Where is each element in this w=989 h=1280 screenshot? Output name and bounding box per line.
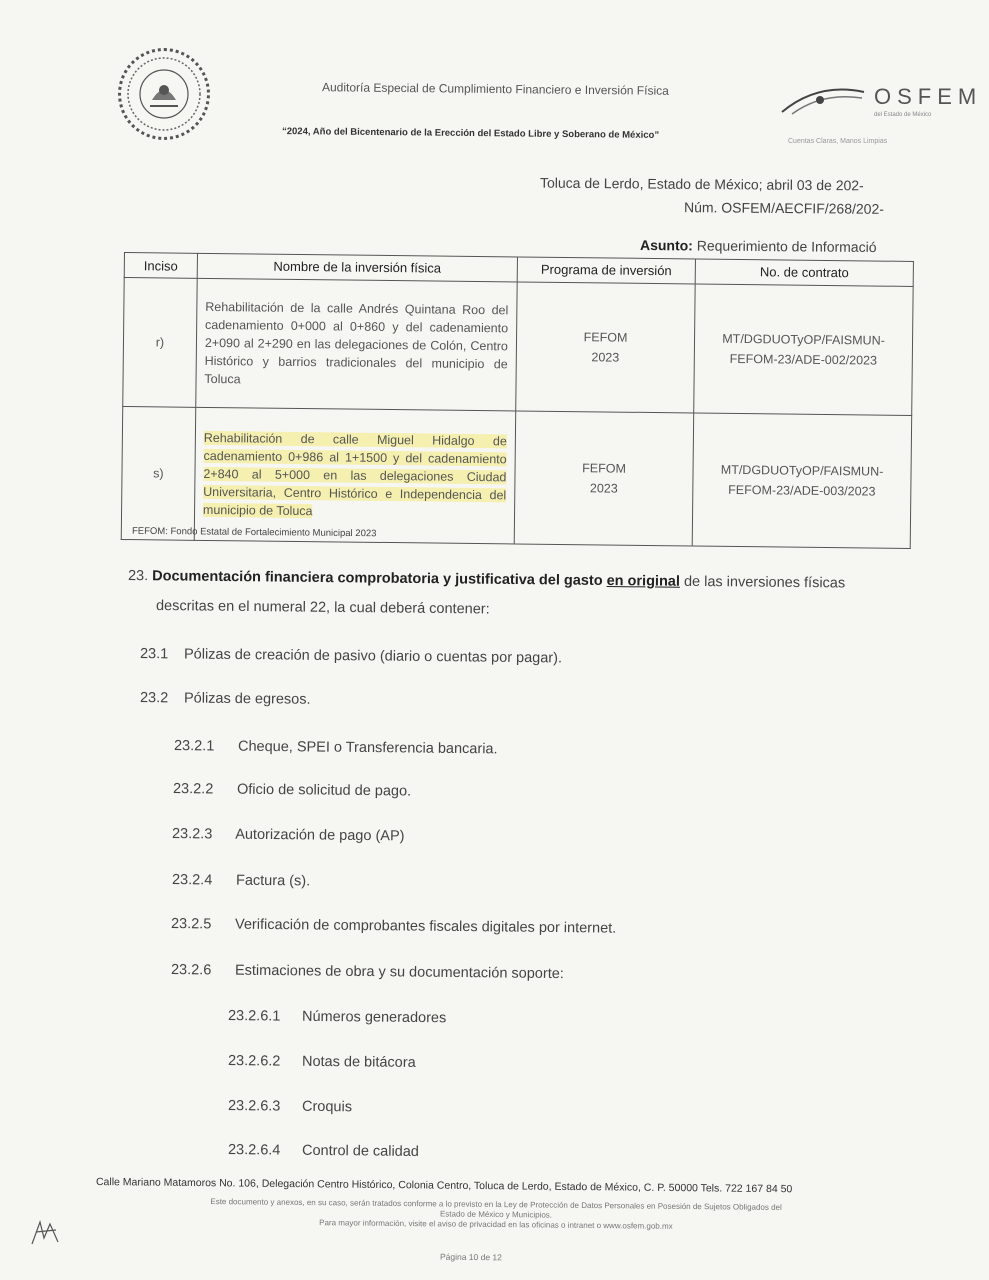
item-text: Pólizas de creación de pasivo (diario o cuentas por pagar). [183, 646, 563, 667]
osfem-emblem-icon [778, 78, 868, 128]
item-number: 23.2 [139, 690, 169, 707]
contrato-line-2: FEFOM-23/ADE-002/2023 [729, 351, 878, 368]
asunto-line [640, 237, 877, 255]
list-item [172, 826, 405, 844]
contrato-line-1: MT/DGDUOTyOP/FAISMUN- [720, 462, 884, 479]
section-title-bold: Documentación financiera comprobatoria y justificativa del gasto [152, 568, 603, 589]
contrato-cell [694, 284, 913, 415]
audit-unit-heading: Auditoría Especial de Cumplimiento Financiero e Inversión Física [321, 80, 669, 98]
list-item [174, 738, 498, 757]
item-number: 23.2.5 [170, 916, 212, 933]
item-text: Oficio de solicitud de pago. [236, 781, 412, 800]
list-item [228, 1053, 416, 1071]
state-seal-icon [118, 48, 210, 140]
item-number: 23.2.6.4 [227, 1142, 281, 1159]
nombre-cell: Rehabilitación de la calle Andrés Quintana Roo del cadenamiento 0+000 al 0+860 y del cadenamiento 2+090 al 2+290 en las delegaciones de Colón, Centro Histórico y barrios tradicionales del municipio de Toluca [196, 278, 518, 411]
programa-year: 2023 [591, 350, 620, 365]
header-contrato: No. de contrato [695, 259, 913, 286]
footer-legal [86, 1196, 906, 1235]
osfem-logo-subtitle: del Estado de México [874, 112, 932, 118]
item-text: Autorización de pago (AP) [235, 826, 405, 845]
list-item [140, 690, 311, 708]
programa-cell [516, 282, 696, 413]
item-number: 23.2.4 [171, 872, 213, 889]
item-number: 23.2.6.1 [227, 1008, 281, 1025]
item-number: 23.2.6.3 [227, 1098, 281, 1115]
programa-year: 2023 [589, 481, 618, 496]
highlighted-nombre: Rehabilitación de calle Miguel Hidalgo de cadenamiento 0+986 al 1+1500 y del cadenamiento 2+840 al 5+000 en las delegaciones Ciudad Universitaria, Centro Histórico e Independencia del municipio de Toluca [202, 430, 507, 519]
contrato-line-2: FEFOM-23/ADE-003/2023 [728, 482, 876, 499]
section-title-rest: de las inversiones físicas [683, 573, 846, 592]
table-row [123, 278, 913, 416]
legal-line-2: Estado de México y Municipios. [439, 1209, 553, 1220]
header-nombre: Nombre de la inversión física [197, 253, 517, 282]
osfem-logo-text: OSFEM [874, 84, 983, 109]
item-text: Factura (s). [235, 872, 311, 890]
section-title-underlined: en original [606, 573, 681, 590]
asunto-label: Asunto: [639, 236, 693, 254]
initials-scribble-icon [28, 1218, 62, 1248]
inciso-cell: s) [121, 406, 195, 540]
list-item [228, 1098, 352, 1115]
oficio-number: Núm. OSFEM/AECFIF/268/202- [683, 199, 885, 217]
item-text: Croquis [301, 1098, 353, 1116]
item-number: 23.2.6 [170, 962, 212, 979]
item-text: Cheque, SPEI o Transferencia bancaria. [237, 738, 498, 758]
list-item [228, 1142, 419, 1160]
header-programa: Programa de inversión [517, 257, 695, 284]
contrato-line-1: MT/DGDUOTyOP/FAISMUN- [722, 331, 885, 348]
inciso-cell: r) [123, 278, 197, 408]
programa-name: FEFOM [582, 461, 627, 476]
item-text: Pólizas de egresos. [183, 690, 311, 708]
place-date: Toluca de Lerdo, Estado de México; abril 03 de 202- [539, 174, 864, 194]
item-text: Estimaciones de obra y su documentación soporte: [234, 962, 564, 983]
nombre-cell [194, 407, 516, 544]
item-text: Control de calidad [301, 1142, 419, 1160]
item-number: 23.1 [139, 646, 169, 663]
list-item [171, 962, 564, 982]
footer-address: Calle Mariano Matamoros No. 106, Delegación Centro Histórico, Colonia Centro, Toluca de Lerdo, Estado de México, C. P. 50000 Tels. 722 167 84 50 [95, 1176, 793, 1196]
investments-table [121, 252, 914, 549]
item-text: Verificación de comprobantes fiscales digitales por internet. [234, 916, 617, 937]
year-motto: “2024, Año del Bicentenario de la Erección del Estado Libre y Soberano de México” [281, 126, 660, 141]
list-item [172, 872, 310, 889]
section-23-heading [128, 568, 845, 592]
item-number: 23.2.2 [172, 781, 214, 798]
item-number: 23.2.3 [171, 826, 213, 843]
item-number: 23.2.1 [173, 738, 215, 755]
list-item [228, 1008, 446, 1026]
page-number: Página 10 de 12 [439, 1251, 502, 1263]
section-number: 23. [127, 568, 149, 585]
item-text: Números generadores [301, 1008, 447, 1027]
asunto-value: Requerimiento de Informació [696, 237, 877, 256]
programa-cell [514, 411, 694, 546]
list-item [173, 781, 411, 799]
item-text: Notas de bitácora [301, 1053, 416, 1071]
legal-line-3: Para mayor información, visite el aviso de privacidad en las oficinas o intranet o www.osfem.gob.mx [319, 1218, 673, 1231]
osfem-logo [778, 78, 983, 148]
programa-name: FEFOM [583, 330, 628, 345]
legal-line-1: Este documento y anexos, en su caso, serán tratados conforme a lo previsto en la Ley de Protección de Datos Personales en Posesión de Sujetos Obligados del [210, 1197, 782, 1212]
osfem-slogan: Cuentas Claras, Manos Limpias [788, 138, 888, 145]
table-footnote: FEFOM: Fondo Estatal de Fortalecimiento Municipal 2023 [131, 525, 377, 540]
item-number: 23.2.6.2 [227, 1053, 281, 1070]
section-23-line2: descritas en el numeral 22, la cual deberá contener: [155, 598, 490, 618]
list-item [140, 646, 562, 666]
contrato-cell [692, 413, 911, 548]
list-item [171, 916, 616, 937]
header-inciso: Inciso [124, 253, 197, 279]
